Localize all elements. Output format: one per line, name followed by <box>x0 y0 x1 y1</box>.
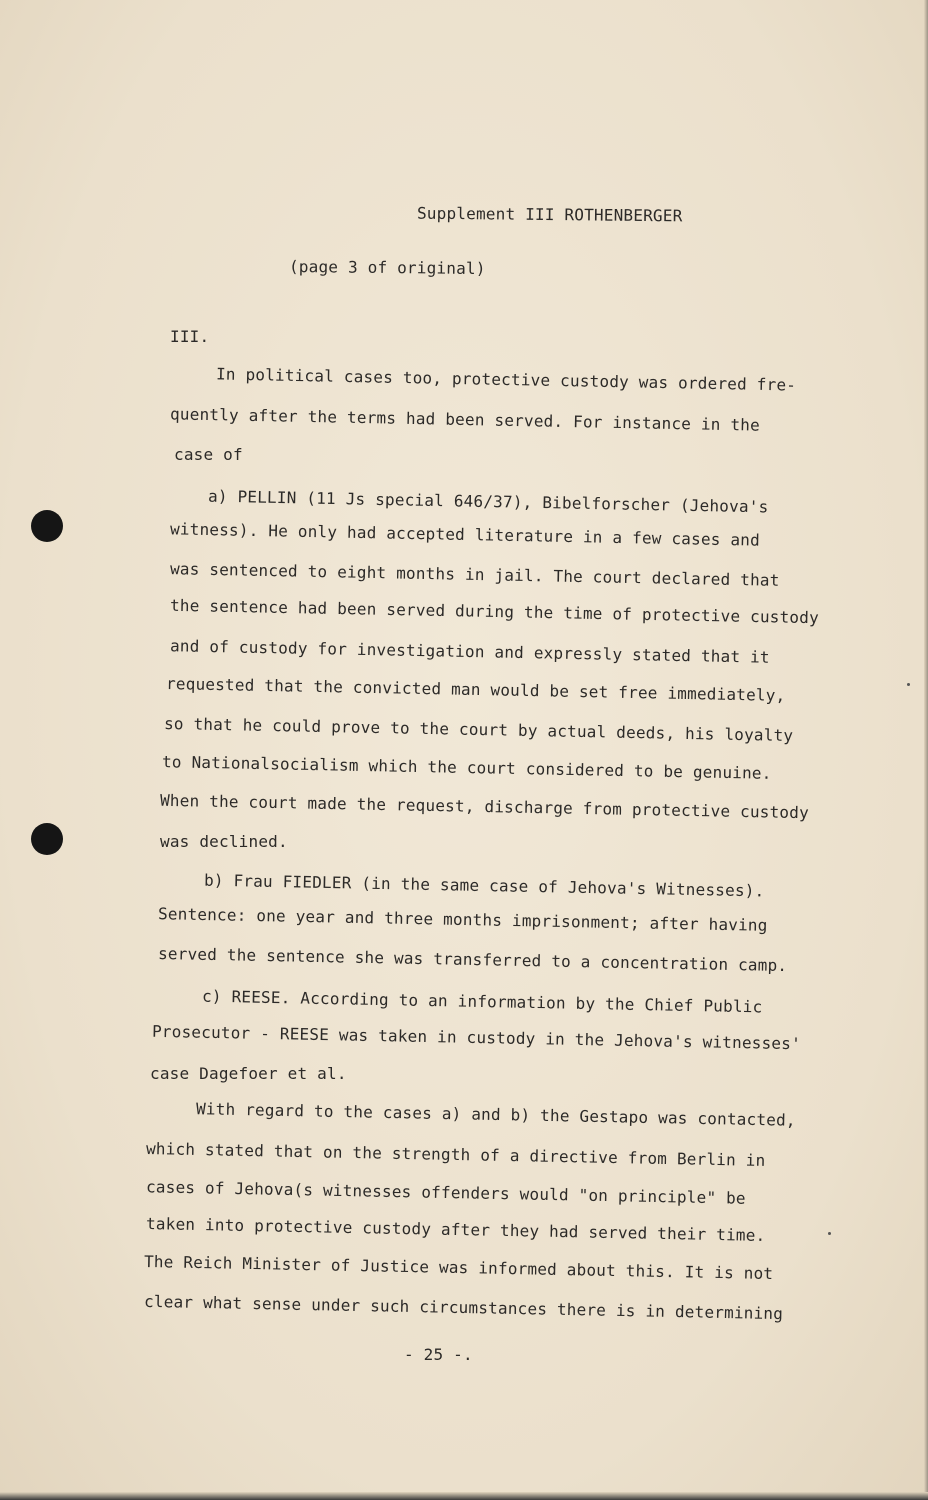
text-line: so that he could prove to the court by actual deeds, his loyalty <box>163 713 794 746</box>
punch-hole <box>31 823 63 855</box>
text-line: taken into protective custody after they had served their time. <box>145 1214 766 1245</box>
text-line: With regard to the cases a) and b) the Gestapo was contacted, <box>195 1099 796 1130</box>
text-line: and of custody for investigation and expressly stated that it <box>169 636 770 667</box>
text-line: quently after the terms had been served. For instance in the <box>169 404 761 435</box>
text-line: a) PELLIN (11 Js special 646/37), Bibelforscher (Jehova's <box>207 486 769 517</box>
text-line: requested that the convicted man would be set free immediately, <box>165 674 786 705</box>
paper-speck <box>907 683 910 686</box>
page-edge <box>924 0 928 1500</box>
text-line: In political cases too, protective custody was ordered fre- <box>215 364 797 395</box>
paper-speck <box>828 1232 831 1235</box>
text-line: cases of Jehova(s witnesses offenders would "on principle" be <box>145 1177 746 1208</box>
text-line: served the sentence she was transferred to a concentration camp. <box>157 943 788 976</box>
text-line: clear what sense under such circumstances there is in determining <box>143 1291 784 1324</box>
text-line: was declined. <box>160 832 288 851</box>
text-line: the sentence had been served during the time of protective custody <box>169 595 820 628</box>
text-line: c) REESE. According to an information by the Chief Public <box>201 986 763 1017</box>
page-number: - 25 -. <box>404 1345 473 1364</box>
document-title: Supplement III ROTHENBERGER <box>416 203 683 226</box>
text-line: b) Frau FIEDLER (in the same case of Jehova's Witnesses). <box>203 870 765 901</box>
text-line: case Dagefoer et al. <box>150 1064 347 1083</box>
text-line: The Reich Minister of Justice was informed about this. It is not <box>143 1251 774 1284</box>
text-line: case of <box>174 445 243 464</box>
text-line: When the court made the request, discharge from protective custody <box>159 790 810 823</box>
section-number: III. <box>170 327 210 346</box>
text-line: Sentence: one year and three months imprisonment; after having <box>157 904 768 935</box>
text-line: to Nationalsocialism which the court considered to be genuine. <box>161 752 772 783</box>
punch-hole <box>31 510 63 542</box>
text-line: was sentenced to eight months in jail. The court declared that <box>169 559 780 590</box>
text-line: Prosecutor - REESE was taken in custody in the Jehova's witnesses' <box>151 1021 802 1054</box>
document-subtitle: (page 3 of original) <box>288 256 486 279</box>
text-line: witness). He only had accepted literature in a few cases and <box>169 519 761 550</box>
page-edge <box>0 1492 928 1500</box>
text-line: which stated that on the strength of a directive from Berlin in <box>145 1139 766 1170</box>
